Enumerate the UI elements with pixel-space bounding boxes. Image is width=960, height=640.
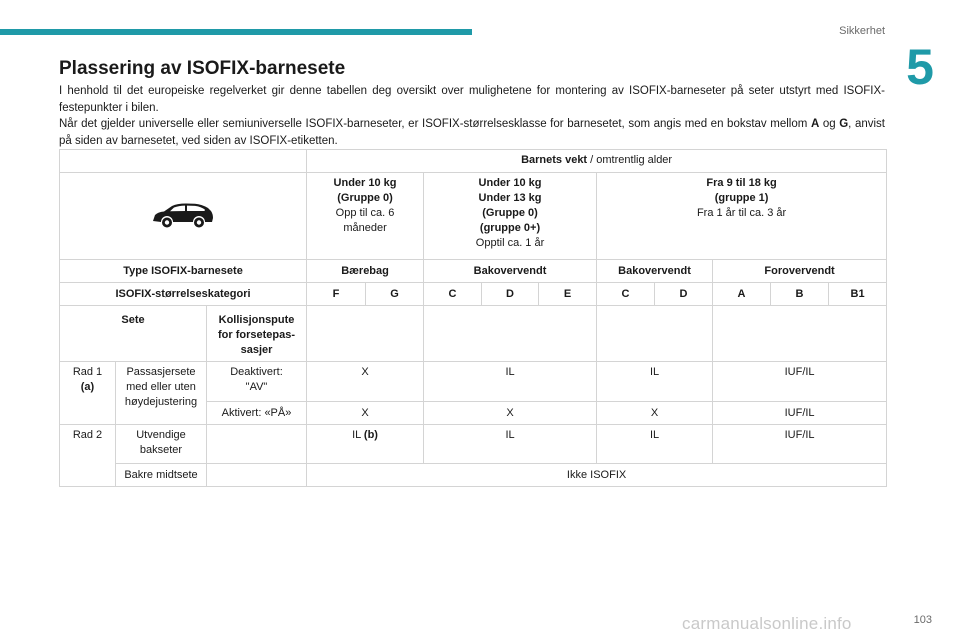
value-note: (b)	[363, 429, 378, 441]
table-row	[60, 150, 887, 173]
empty-cell	[207, 464, 307, 487]
intro-text-span: Når det gjelder universelle eller semiuniverselle ISOFIX-barneseter, er ISOFIX-størrelsesklasse for barnesetet, som angis med en bokstav mellom	[59, 118, 811, 130]
row2-outer-line: bakseter	[139, 444, 183, 456]
group-0plus-header	[424, 173, 597, 260]
airbag-off-line: "AV"	[245, 381, 268, 393]
group-0plus-line: Opptil ca. 1 år	[475, 237, 545, 249]
empty-cell	[713, 306, 887, 362]
value-text: IL	[352, 429, 364, 441]
type-cell: Bakovervendt	[424, 260, 597, 283]
intro-paragraph-1: I henhold til det europeiske regelverket gir denne tabellen deg oversikt over mulighetene for montering av ISOFIX-barneseter på seter utstyrt med ISOFIX-festepunkter i bilen.	[59, 85, 885, 114]
group-0plus-line: Under 13 kg	[478, 192, 542, 204]
airbag-off-cell	[207, 362, 307, 402]
chapter-number: 5	[906, 39, 934, 95]
empty-cell	[424, 306, 597, 362]
row1-seat-line: Passasjersete	[126, 366, 196, 378]
row1-label-note: (a)	[80, 381, 95, 393]
value-cell: IUF/IL	[713, 362, 887, 402]
category-cell: B	[771, 283, 829, 306]
category-cell: D	[482, 283, 539, 306]
row1-seat-line: med eller uten	[126, 381, 196, 393]
seat-label-text: Sete	[121, 314, 145, 326]
intro-paragraph-2	[59, 116, 885, 149]
car-icon-cell	[60, 173, 307, 260]
value-cell: IL	[424, 425, 597, 464]
group-0plus-line: Under 10 kg	[478, 177, 542, 189]
intro-text-span: , anvist på siden av barnesetet, ved siden av ISOFIX-etiketten.	[59, 118, 885, 147]
page-number: 103	[913, 614, 932, 626]
type-label: Type ISOFIX-barnesete	[60, 260, 307, 283]
row2-middle-seat: Bakre midtsete	[116, 464, 207, 487]
type-cell: Forovervendt	[713, 260, 887, 283]
value-cell: IUF/IL	[713, 402, 887, 425]
airbag-label-line: for forsetepas-	[218, 329, 296, 341]
table-row	[60, 173, 887, 260]
row1-label-text: Rad 1	[72, 366, 103, 378]
empty-cell	[60, 150, 307, 173]
value-cell: IUF/IL	[713, 425, 887, 464]
seat-label	[60, 306, 207, 362]
group-0-line: Opp til ca. 6	[335, 207, 395, 219]
group-1-header	[597, 173, 887, 260]
airbag-label-line: sasjer	[240, 344, 273, 356]
row2-middle-value: Ikke ISOFIX	[307, 464, 887, 487]
empty-cell	[307, 306, 424, 362]
category-cell: F	[307, 283, 366, 306]
category-cell: D	[655, 283, 713, 306]
airbag-on-cell: Aktivert: «PÅ»	[207, 402, 307, 425]
row2-outer-seat	[116, 425, 207, 464]
intro-text	[59, 83, 885, 149]
table-row	[60, 283, 887, 306]
category-cell: C	[597, 283, 655, 306]
value-cell: X	[597, 402, 713, 425]
size-class-a: A	[810, 118, 820, 130]
category-cell: A	[713, 283, 771, 306]
table-row	[60, 362, 887, 402]
group-0plus-line: (gruppe 0+)	[479, 222, 541, 234]
group-1-line: Fra 1 år til ca. 3 år	[696, 207, 787, 219]
airbag-off-line: Deaktivert:	[230, 366, 283, 378]
category-cell: G	[366, 283, 424, 306]
intro-text-span: og	[819, 118, 840, 130]
table-row	[60, 425, 887, 464]
row1-seat	[116, 362, 207, 425]
weight-header-rest: / omtrentlig alder	[587, 154, 673, 166]
group-1-line: Fra 9 til 18 kg	[706, 177, 777, 189]
car-suv-icon	[150, 201, 216, 231]
value-cell	[307, 425, 424, 464]
type-cell: Bakovervendt	[597, 260, 713, 283]
page-title: Plassering av ISOFIX-barnesete	[59, 58, 346, 79]
category-label: ISOFIX-størrelseskategori	[60, 283, 307, 306]
empty-cell	[207, 425, 307, 464]
value-cell: IL	[597, 362, 713, 402]
value-cell: IL	[597, 425, 713, 464]
category-cell: C	[424, 283, 482, 306]
category-cell: E	[539, 283, 597, 306]
group-0-line: måneder	[343, 222, 387, 234]
table-row	[60, 260, 887, 283]
value-cell: X	[307, 402, 424, 425]
group-0-header	[307, 173, 424, 260]
table-row	[60, 464, 887, 487]
group-0-line: (Gruppe 0)	[337, 192, 393, 204]
row1-seat-line: høydejustering	[124, 396, 198, 408]
row2-outer-line: Utvendige	[136, 429, 186, 441]
row1-label	[60, 362, 116, 425]
isofix-table	[59, 149, 887, 487]
weight-header	[307, 150, 887, 173]
weight-header-bold: Barnets vekt	[521, 154, 588, 166]
top-accent-bar	[0, 29, 472, 35]
value-cell: IL	[424, 362, 597, 402]
category-cell: B1	[829, 283, 887, 306]
value-cell: X	[424, 402, 597, 425]
empty-cell	[597, 306, 713, 362]
type-cell: Bærebag	[307, 260, 424, 283]
section-label: Sikkerhet	[839, 25, 885, 37]
group-0-line: Under 10 kg	[333, 177, 397, 189]
value-cell: X	[307, 362, 424, 402]
watermark: carmanualsonline.info	[682, 614, 852, 633]
table-row	[60, 306, 887, 362]
airbag-label-line: Kollisjonspute	[218, 314, 295, 326]
group-1-line: (gruppe 1)	[714, 192, 769, 204]
group-0plus-line: (Gruppe 0)	[482, 207, 538, 219]
row2-label: Rad 2	[60, 425, 116, 487]
airbag-label	[207, 306, 307, 362]
size-class-g: G	[839, 118, 849, 130]
